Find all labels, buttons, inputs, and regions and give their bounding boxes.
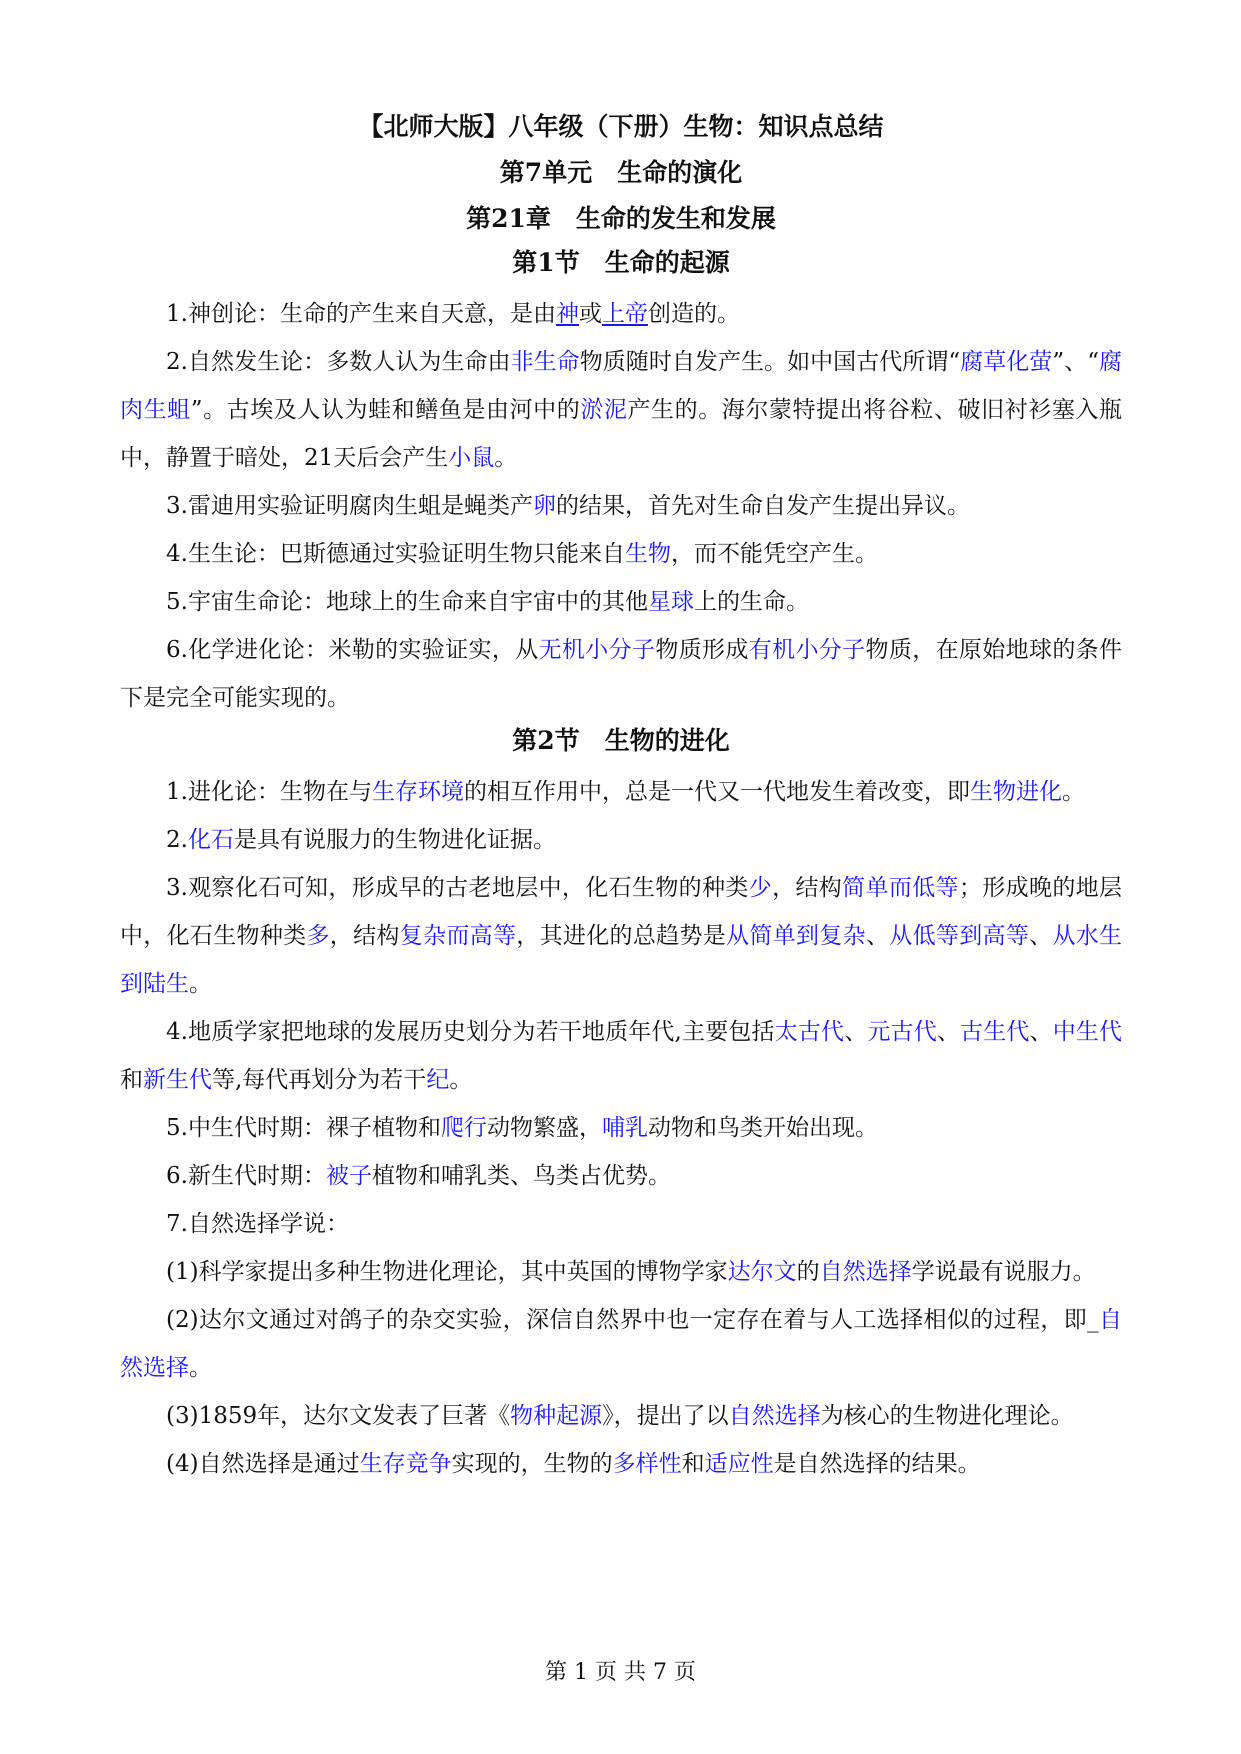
paragraph [120,1008,1122,1104]
paragraph-text: 产生的。海尔蒙特提出将谷粒、破旧衬衫塞入瓶中，静置于暗处，21天后会产生 [120,397,1123,471]
paragraph-text: 4.地质学家把地球的发展历史划分为若干地质年代,主要包括 [166,1019,775,1045]
section-heading: 第1节 生命的起源 [512,248,730,277]
keyword-highlight: 太古代 [774,1019,845,1045]
keyword-highlight: 自然选择 [120,1307,1122,1381]
unit-heading: 第7单元 生命的演化 [499,158,743,187]
paragraph [120,1440,1122,1488]
keyword-highlight: 无机小分子 [538,637,656,663]
keyword-highlight: 神 [555,301,579,327]
paragraph-text: ；形成晚的地层中，化石生物种类 [120,875,1123,949]
keyword-highlight: 从水生到陆生 [120,923,1123,997]
paragraph-text: 1.进化论：生物在与 [166,779,372,805]
paragraph [120,864,1122,1008]
keyword-highlight: 自然选择 [728,1403,821,1429]
keyword-highlight: 哺乳 [601,1115,648,1141]
paragraph-text: 、 [844,1019,868,1045]
paragraph-text: ，结构 [329,923,400,949]
keyword-highlight: 非生命 [510,349,580,375]
keyword-highlight: 简单而低等 [842,875,959,901]
paragraph [120,578,1122,626]
paragraph [120,290,1122,338]
paragraph-text: 为核心的生物进化理论。 [820,1403,1074,1429]
paragraph-text: ，结构 [772,875,843,901]
paragraph-text: 5.中生代时期：裸子植物和 [166,1115,441,1141]
keyword-highlight: 卵 [532,493,556,519]
keyword-highlight: 达尔文 [727,1259,797,1285]
paragraph [120,768,1122,816]
section-body [120,768,1122,1488]
paragraph-text: 和 [120,1067,143,1093]
paragraph-text: 》，提出了以 [602,1403,729,1429]
paragraph-text: 。 [449,1067,473,1093]
keyword-highlight: 被子 [325,1163,372,1189]
keyword-highlight: 上帝 [601,301,648,327]
paragraph-text: 的结果，首先对生命自发产生提出异议。 [555,493,970,519]
paragraph [120,1200,1122,1248]
paragraph [120,530,1122,578]
paragraph-text: 。 [494,445,518,471]
paragraph-text: 的 [796,1259,820,1285]
page-footer: 第 1 页 共 7 页 [545,1660,696,1685]
paragraph-text: ”、“ [1052,349,1099,375]
keyword-highlight: 物种起源 [510,1403,603,1429]
section-heading: 第2节 生物的进化 [512,726,730,755]
paragraph-text: 、 [936,1019,961,1045]
keyword-highlight: 纪 [426,1067,450,1093]
paragraph [120,626,1122,722]
paragraph [120,1248,1122,1296]
paragraph-text: 3.观察化石可知，形成早的古老地层中，化石生物的种类 [166,875,749,901]
paragraph [120,1296,1122,1392]
paragraph-text: ，而不能凭空产生。 [670,541,878,567]
keyword-highlight: 小鼠 [448,445,495,471]
paragraph-text: (1)科学家提出多种生物进化理论，其中英国的博物学家 [166,1259,728,1285]
paragraph-text: 7.自然选择学说： [166,1211,349,1237]
paragraph-text: 动物和鸟类开始出现。 [647,1115,878,1141]
keyword-highlight: 元古代 [867,1019,937,1045]
keyword-highlight: 中生代 [1052,1019,1123,1045]
page-content [120,112,1122,1488]
keyword-highlight: 古生代 [960,1019,1030,1045]
keyword-highlight: 从简单到复杂 [726,923,866,949]
paragraph-text: 1.神创论：生命的产生来自天意，是由 [166,301,556,327]
keyword-highlight: 适应性 [704,1451,774,1477]
paragraph-text: 上的生命。 [693,589,809,615]
keyword-highlight: 星球 [647,589,694,615]
keyword-highlight: 多样性 [612,1451,682,1477]
paragraph-text: 5.宇宙生命论：地球上的生命来自宇宙中的其他 [166,589,648,615]
paragraph-text: 或 [578,301,602,327]
paragraph-text: 。 [189,971,212,997]
paragraph-text: ”。古埃及人认为蛙和鳝鱼是由河中的 [190,397,581,423]
paragraph-text: 和 [681,1451,705,1477]
paragraph [120,338,1122,482]
paragraph-text: 动物繁盛， [486,1115,602,1141]
paragraph-text: 植物和哺乳类、鸟类占优势。 [371,1163,671,1189]
paragraph-text: 3.雷迪用实验证明腐肉生蛆是蝇类产 [166,493,533,519]
paragraph-text: 、 [1029,1019,1053,1045]
paragraph-text: (2)达尔文通过对鸽子的杂交实验，深信自然界中也一定存在着与人工选择相似的过程，即_ [166,1307,1099,1333]
paragraph-text: 6.化学进化论：米勒的实验证实，从 [166,637,539,663]
chapter-heading: 第21章 生命的发生和发展 [466,204,776,233]
paragraph-text: 的相互作用中，总是一代又一代地发生着改变，即 [463,779,970,805]
paragraph-text: 。 [189,1355,212,1381]
keyword-highlight: 生存环境 [371,779,464,805]
paragraph-text: 物质形成 [655,637,749,663]
keyword-highlight: 从低等到高等 [889,923,1030,949]
paragraph-text: 2. [166,827,188,853]
paragraph-text: 是具有说服力的生物进化证据。 [233,827,556,853]
paragraph-text: 等,每代再划分为若干 [212,1067,427,1093]
keyword-highlight: 生存竞争 [359,1451,452,1477]
keyword-highlight: 淤泥 [580,397,628,423]
keyword-highlight: 腐肉生蛆 [120,349,1123,423]
section-body [120,290,1122,722]
paragraph-text: 学说最有说服力。 [911,1259,1096,1285]
paragraph-text: 物质随时自发产生。如中国古代所谓“ [579,349,961,375]
keyword-highlight: 腐草化萤 [960,349,1053,375]
paragraph-text: (3)1859年，达尔文发表了巨著《 [166,1403,511,1429]
paragraph-text: 创造的。 [647,301,740,327]
keyword-highlight: 化石 [187,827,234,853]
paragraph-text: 。 [1061,779,1085,805]
keyword-highlight: 新生代 [143,1067,212,1093]
paragraph-text: 6.新生代时期： [166,1163,326,1189]
keyword-highlight: 少 [748,875,773,901]
paragraph [120,1152,1122,1200]
paragraph-text: 、 [865,923,890,949]
keyword-highlight: 生物进化 [969,779,1062,805]
keyword-highlight: 生物 [624,541,671,567]
paragraph-text: 4.生生论：巴斯德通过实验证明生物只能来自 [166,541,625,567]
paragraph-text: 物质，在原始地球的条件下是完全可能实现的。 [120,637,1123,711]
paragraph-text: (4)自然选择是通过 [166,1451,360,1477]
paragraph [120,482,1122,530]
paragraph-text: 实现的，生物的 [451,1451,613,1477]
paragraph-text: 2.自然发生论：多数人认为生命由 [166,349,511,375]
document-title: 【北师大版】八年级（下册）生物：知识点总结 [358,112,884,141]
keyword-highlight: 自然选择 [819,1259,912,1285]
paragraph-text: ，其进化的总趋势是 [516,923,727,949]
keyword-highlight: 复杂而高等 [399,923,517,949]
paragraph-text: 、 [1029,923,1053,949]
keyword-highlight: 有机小分子 [748,637,866,663]
paragraph [120,1392,1122,1440]
paragraph [120,1104,1122,1152]
keyword-highlight: 多 [306,923,330,949]
keyword-highlight: 爬行 [440,1115,487,1141]
paragraph [120,816,1122,864]
paragraph-text: 是自然选择的结果。 [773,1451,981,1477]
